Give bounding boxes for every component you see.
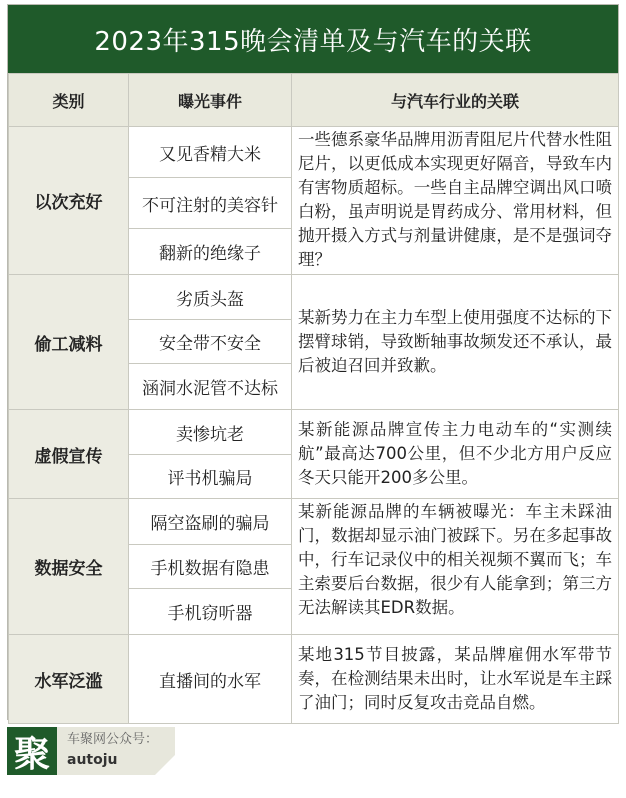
table-row <box>9 499 619 545</box>
category-cell: 虚假宣传 <box>9 410 129 499</box>
events-table <box>8 73 619 724</box>
header-event: 曝光事件 <box>129 74 292 127</box>
relation-cell: 某地315节目披露，某品牌雇佣水军带节奏，在检测结果未出时，让水军说是车主踩了油门；同时反复攻击竞品自燃。 <box>292 635 619 724</box>
header-relation: 与汽车行业的关联 <box>292 74 619 127</box>
footer-corner-fold <box>155 755 175 775</box>
event-cell: 又见香精大米 <box>129 127 292 178</box>
table-row <box>9 275 619 320</box>
brand-logo: 聚 <box>7 727 57 775</box>
header-category: 类别 <box>9 74 129 127</box>
table-row <box>9 127 619 178</box>
event-cell: 劣质头盔 <box>129 275 292 320</box>
event-cell: 手机窃听器 <box>129 589 292 635</box>
page-title: 2023年315晚会清单及与汽车的关联 <box>8 5 618 73</box>
relation-cell: 某新能源品牌宣传主力电动车的“实测续航”最高达700公里，但不少北方用户反应冬天只能开200多公里。 <box>292 410 619 499</box>
category-cell: 数据安全 <box>9 499 129 635</box>
event-cell: 直播间的水军 <box>129 635 292 724</box>
category-cell: 偷工减料 <box>9 275 129 410</box>
footer-watermark <box>7 727 175 775</box>
event-cell: 卖惨坑老 <box>129 410 292 455</box>
footer-account-handle: autoju <box>67 752 118 768</box>
footer-account-label: 车聚网公众号： <box>67 732 159 747</box>
table-header-row <box>9 74 619 127</box>
event-cell: 安全带不安全 <box>129 320 292 364</box>
footer-text <box>57 727 158 775</box>
relation-cell: 一些德系豪华品牌用沥青阻尼片代替水性阻尼片，以更低成本实现更好隔音，导致车内有害物质超标。一些自主品牌空调出风口喷白粉，虽声明说是胃药成分、常用材料，但抛开摄入方式与剂量讲健康，是不是强词夺理？ <box>292 127 619 275</box>
event-cell: 不可注射的美容针 <box>129 178 292 229</box>
table-row <box>9 635 619 724</box>
relation-cell: 某新势力在主力车型上使用强度不达标的下摆臂球销，导致断轴事故频发还不承认，最后被迫召回并致歉。 <box>292 275 619 410</box>
event-cell: 隔空盗刷的骗局 <box>129 499 292 545</box>
event-cell: 翻新的绝缘子 <box>129 229 292 275</box>
event-cell: 评书机骗局 <box>129 455 292 499</box>
relation-cell: 某新能源品牌的车辆被曝光：车主未踩油门，数据却显示油门被踩下。另在多起事故中，行车记录仪中的相关视频不翼而飞；车主索要后台数据，很少有人能拿到；第三方无法解读其EDR数据。 <box>292 499 619 635</box>
infographic-table-frame <box>7 4 619 720</box>
table-row <box>9 410 619 455</box>
category-cell: 以次充好 <box>9 127 129 275</box>
event-cell: 涵洞水泥管不达标 <box>129 364 292 410</box>
event-cell: 手机数据有隐患 <box>129 545 292 589</box>
category-cell: 水军泛滥 <box>9 635 129 724</box>
